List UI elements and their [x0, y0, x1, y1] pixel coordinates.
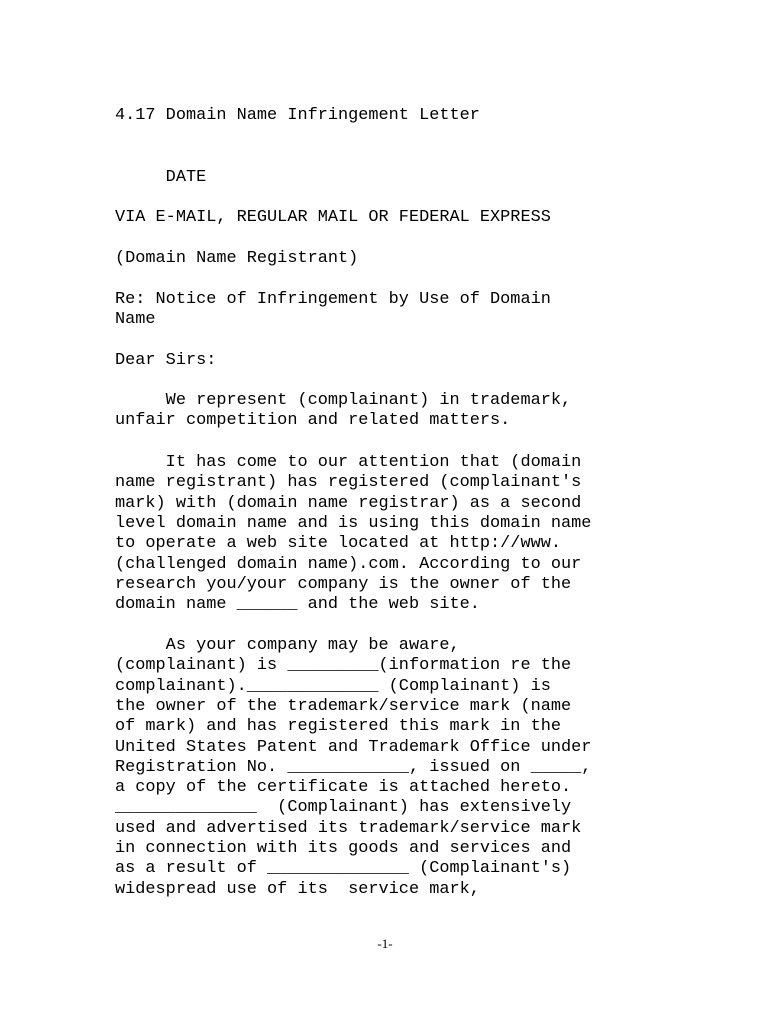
salutation: Dear Sirs:: [115, 351, 217, 370]
paragraph-3-line: a copy of the certificate is attached hereto.: [115, 778, 572, 798]
paragraph-1-line: We represent (complainant) in trademark,: [115, 391, 572, 410]
paragraph-2-line: (challenged domain name).com. According to our: [115, 554, 582, 574]
paragraph-2-line: domain name ______ and the web site.: [115, 595, 480, 615]
paragraph-3-line: in connection with its goods and services and: [115, 839, 572, 858]
paragraph-3-line: Registration No. ____________, issued on _____,: [115, 757, 592, 777]
paragraph-3-line: of mark) and has registered this mark in the: [115, 717, 561, 737]
document-title: 4.17 Domain Name Infringement Letter: [115, 106, 480, 125]
paragraph-2-line: It has come to our attention that (domain: [115, 453, 582, 472]
delivery-method: VIA E-MAIL, REGULAR MAIL OR FEDERAL EXPRESS: [115, 208, 551, 227]
paragraph-3-line: the owner of the trademark/service mark (name: [115, 696, 572, 716]
paragraph-2-line: mark) with (domain name registrar) as a second: [115, 493, 582, 513]
paragraph-3-line: used and advertised its trademark/service mark: [115, 818, 582, 838]
letter-body: [115, 106, 675, 906]
paragraph-3-line: complainant)._____________ (Complainant) is: [115, 676, 551, 696]
paragraph-2-line: name registrant) has registered (complainant's: [115, 473, 582, 493]
paragraph-2-line: research you/your company is the owner of the: [115, 574, 572, 594]
registrant-line: (Domain Name Registrant): [115, 249, 359, 268]
paragraph-3-line: As your company may be aware,: [115, 636, 460, 655]
paragraph-2-line: to operate a web site located at http://www.: [115, 534, 561, 554]
paragraph-2-line: level domain name and is using this domain name: [115, 513, 592, 533]
page-number: -1-: [377, 936, 393, 951]
date-line: DATE: [115, 168, 207, 187]
subject-line: Name: [115, 310, 156, 330]
paragraph-3-line: (complainant) is _________(information re the: [115, 656, 572, 676]
paragraph-3-line: widespread use of its service mark,: [115, 879, 480, 899]
paragraph-3-line: United States Patent and Trademark Office under: [115, 737, 592, 757]
paragraph-1-line: unfair competition and related matters.: [115, 411, 511, 431]
subject-line: Re: Notice of Infringement by Use of Domain: [115, 290, 551, 309]
paragraph-3-line: ______________ (Complainant) has extensively: [115, 798, 572, 818]
paragraph-3-line: as a result of ______________ (Complainant's): [115, 859, 572, 879]
